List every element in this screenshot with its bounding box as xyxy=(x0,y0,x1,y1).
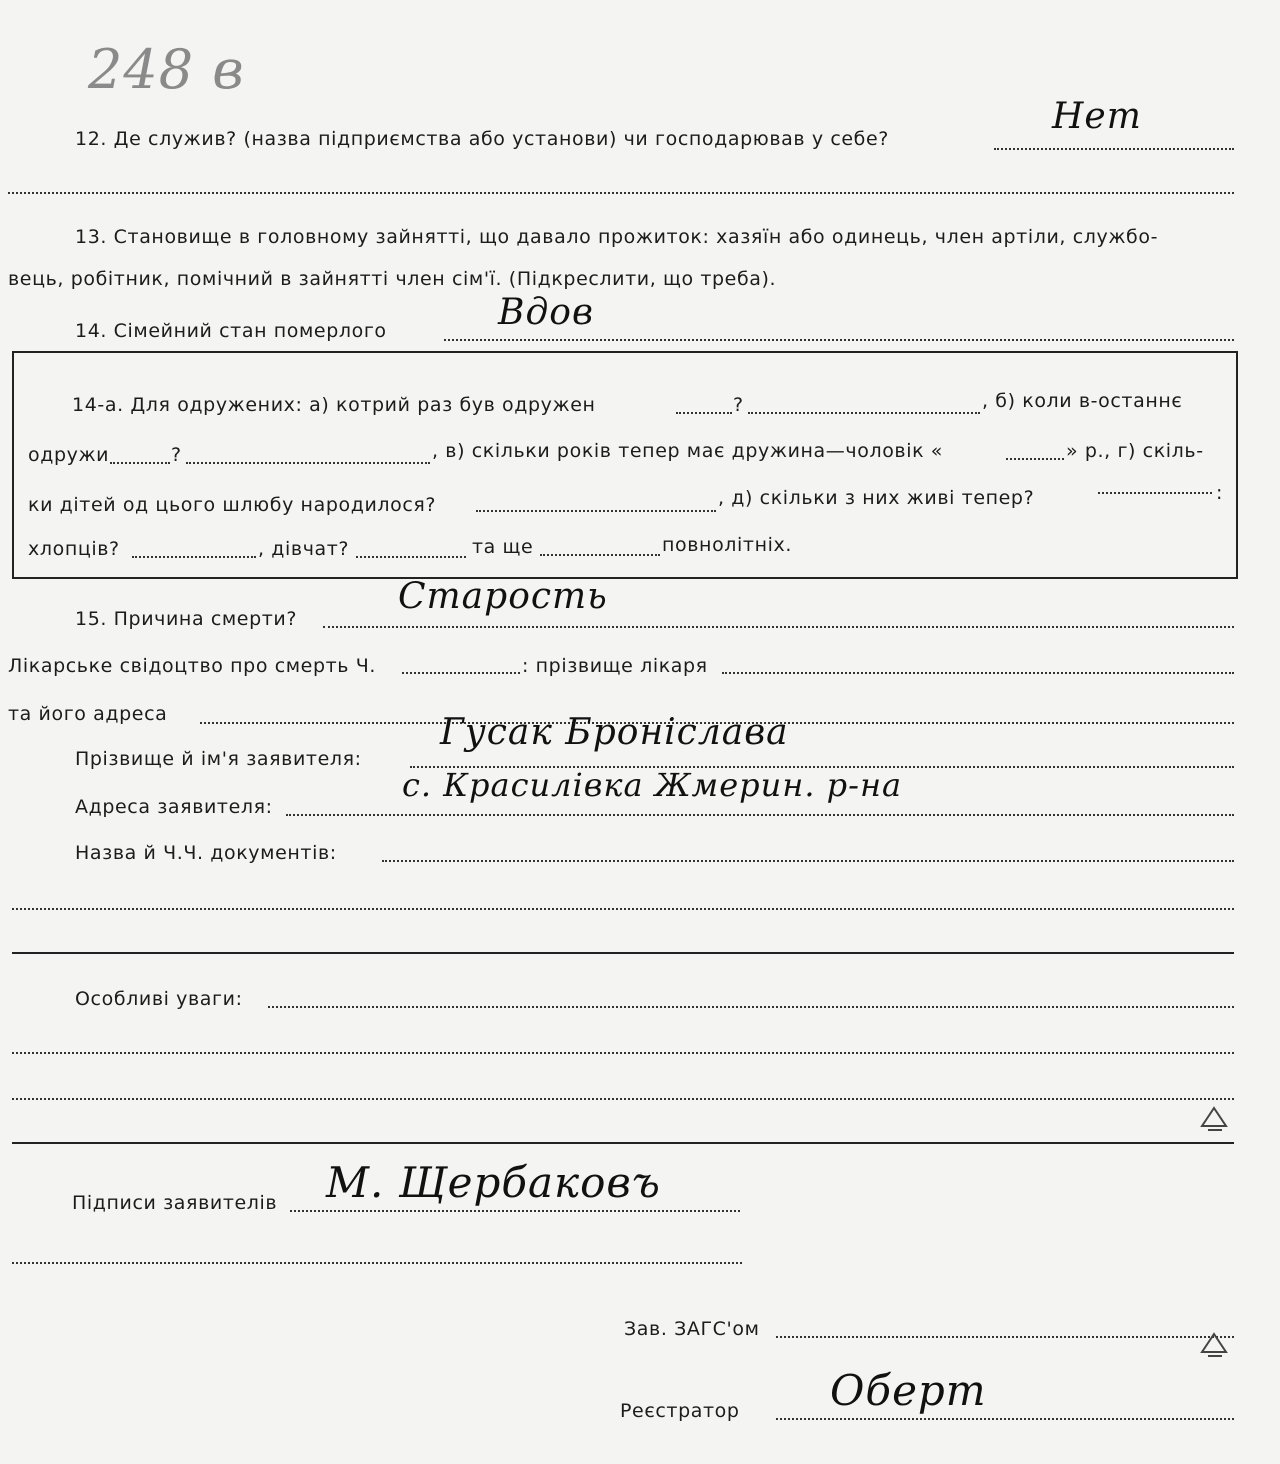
q14a-line3-a: ки дітей од цього шлюбу народилося? xyxy=(28,494,437,516)
doctor-address-label: та його адреса xyxy=(8,703,168,725)
q14a-field-i xyxy=(356,556,466,558)
archive-number: 248 в xyxy=(88,38,245,101)
q14a-field-a xyxy=(676,412,732,414)
doctor-name-line xyxy=(722,672,1234,674)
q14a-box xyxy=(12,351,1238,579)
documents-line-2 xyxy=(12,908,1234,910)
applicant-signatures-line xyxy=(290,1210,740,1212)
q12-label: 12. Де служив? (назва підприємства або установи) чи господарював у себе? xyxy=(75,128,889,150)
q13-line1: 13. Становище в головному зайнятті, що давало прожиток: хазяїн або одинець, член артіли, службо- xyxy=(75,226,1159,248)
q14a-field-f xyxy=(476,510,716,512)
q15-answer-line xyxy=(323,626,1234,628)
applicant-address-line xyxy=(286,814,1234,816)
applicant-signatures-label: Підписи заявителів xyxy=(72,1192,278,1214)
doctor-name-label: : прізвище лікаря xyxy=(522,655,708,677)
ink-mark-icon xyxy=(1196,1100,1232,1136)
applicant-name-label: Прізвище й ім'я заявителя: xyxy=(75,748,362,770)
section-divider-2 xyxy=(12,1142,1234,1144)
q14a-line4-c: та ще xyxy=(472,536,534,558)
documents-line xyxy=(382,860,1234,862)
q14a-line2-q: ? xyxy=(171,444,182,466)
section-divider-1 xyxy=(12,952,1234,954)
q14a-field-b xyxy=(748,412,980,414)
q14a-line4-a: хлопців? xyxy=(28,538,120,560)
notes-label: Особливі уваги: xyxy=(75,988,243,1010)
q14a-field-h xyxy=(132,556,256,558)
head-registry-line xyxy=(776,1336,1234,1338)
q14a-line2-c: » р., г) скіль- xyxy=(1066,440,1204,462)
q14a-line1-b: , б) коли в-останнє xyxy=(982,390,1183,412)
q14a-line2-b: , в) скільки років тепер має дружина—чоловік « xyxy=(432,440,944,462)
medical-certificate-label: Лікарське свідоцтво про смерть Ч. xyxy=(8,655,376,677)
applicant-signatures-line-2 xyxy=(12,1262,742,1264)
documents-label: Назва й Ч.Ч. документів: xyxy=(75,842,337,864)
notes-line-1 xyxy=(268,1006,1234,1008)
q14a-line4-d: повнолітніх. xyxy=(662,534,792,556)
q14a-field-j xyxy=(540,554,660,556)
q13-line2: вець, робітник, помічний в зайнятті член сім'ї. (Підкреслити, що треба). xyxy=(8,268,777,290)
ink-mark-icon-2 xyxy=(1196,1326,1232,1362)
q14a-line4-b: , дівчат? xyxy=(258,538,350,560)
registrar-line xyxy=(776,1418,1234,1420)
q12-continuation-line xyxy=(8,192,1234,194)
registrar-label: Реєстратор xyxy=(620,1400,740,1422)
q15-label: 15. Причина смерти? xyxy=(75,608,298,630)
q14-label: 14. Сімейний стан померлого xyxy=(75,320,387,342)
registrar-signature: Оберт xyxy=(830,1366,987,1415)
q12-answer: Нет xyxy=(1052,96,1142,137)
applicant-signature: М. Щербаковъ xyxy=(326,1158,661,1207)
q14-answer-line xyxy=(444,339,1234,341)
q14a-line3-b: , д) скільки з них живі тепер? xyxy=(718,487,1035,509)
q12-answer-line xyxy=(994,148,1234,150)
q14a-line1-q: ? xyxy=(733,394,744,416)
q14a-line1-a: 14-а. Для одружених: а) котрий раз був одружен xyxy=(72,394,596,416)
head-registry-label: Зав. ЗАГС'ом xyxy=(624,1318,760,1340)
q15-answer: Старость xyxy=(398,576,608,617)
q14a-field-e xyxy=(1006,458,1064,460)
q14-answer: Вдов xyxy=(498,292,594,333)
q14a-field-g xyxy=(1098,492,1212,494)
q14a-line2-a: одружи xyxy=(28,444,110,466)
applicant-address-label: Адреса заявителя: xyxy=(75,796,273,818)
q14a-field-d xyxy=(186,462,430,464)
applicant-name-value: Гусак Броніслава xyxy=(440,712,789,753)
notes-line-2 xyxy=(12,1052,1234,1054)
notes-line-3 xyxy=(12,1098,1234,1100)
applicant-address-value: с. Красилівка Жмерин. р-на xyxy=(402,766,903,804)
q14a-field-c xyxy=(110,462,170,464)
q14a-line3-c: : xyxy=(1216,482,1224,504)
medical-certificate-number-line xyxy=(402,672,520,674)
